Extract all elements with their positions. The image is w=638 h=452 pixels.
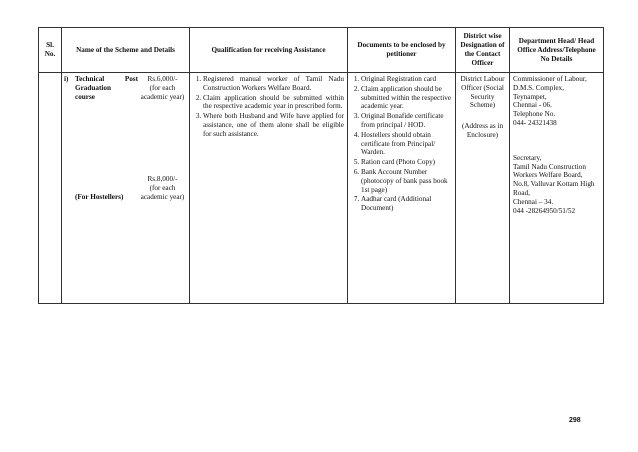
dept-line: 044 -28264950/51/52 [513, 206, 576, 215]
district-officer-designation: District Labour Officer (Social Security Scheme) [460, 75, 505, 110]
cell-documents [348, 73, 456, 304]
document-item: 7. Aadhar card (Additional Document) [361, 195, 452, 213]
qualification-item: 3. Where both Husband and Wife have applied for assistance, one of them alone shall be eligible for such assistance. [203, 112, 344, 138]
table-header-row [39, 28, 604, 73]
header-sl-no: Sl. No. [39, 28, 62, 73]
qualification-item: 2. Claim application should be submitted within the respective academic year in prescribed form. [203, 94, 344, 112]
dept-line: Chennai – 34. [513, 197, 554, 206]
document-item: 3. Original Bonafide certificate from principal / HOD. [361, 112, 452, 130]
dept-line: No.8, Valluvar Kottam High Road, [513, 180, 595, 197]
page-number: 298 [569, 417, 581, 424]
scheme-prefix: i) [64, 75, 69, 83]
dept-line: Teynampet, [513, 92, 547, 101]
amount-hosteller-note-2: academic year) [140, 192, 185, 201]
scheme-hostellers-label: (For Hostellers) [75, 193, 124, 202]
document-item: 4. Hostellers should obtain certificate from Principal/ Warden. [361, 131, 452, 157]
document-item: 1. Original Registration card [361, 75, 452, 84]
header-department: Department Head/ Head Office Address/Telephone No Details [510, 28, 604, 73]
table-row [39, 73, 604, 304]
scheme-name-word-1: Technical [75, 75, 105, 83]
document-item: 5. Ration card (Photo Copy) [361, 158, 452, 167]
district-officer-address-note: (Address as in Enclosure) [461, 122, 504, 139]
amount-hosteller: Rs.8,000/- [147, 175, 178, 184]
dept-line: Secretary, [513, 153, 542, 162]
document-item: 6. Bank Account Number (photocopy of bank pass book 1st page) [361, 168, 452, 194]
welfare-board-office [513, 154, 600, 216]
header-documents: Documents to be enclosed by petitioner [348, 28, 456, 73]
dept-line: Commissioner of Labour, [513, 75, 587, 83]
header-qualification: Qualification for receiving Assistance [190, 28, 348, 73]
dept-line: Chennai - 06. [513, 101, 552, 110]
header-scheme-name: Name of the Scheme and Details [62, 28, 190, 73]
qualification-item: 1. Registered manual worker of Tamil Nadu Construction Workers Welfare Board. [203, 75, 344, 93]
scheme-name-line-3: course [75, 92, 95, 101]
qualification-list [193, 75, 344, 139]
scheme-name-line-2: Graduation [75, 83, 111, 92]
dept-line: Tamil Nadu Construction Workers Welfare Board, [513, 162, 586, 180]
department-head-office [513, 75, 600, 128]
dept-line: 044- 24321438 [513, 118, 557, 127]
amount-day-scholar-note-2: academic year) [140, 92, 185, 101]
cell-scheme-name [62, 73, 190, 304]
amount-day-scholar-note-1: (for each [149, 83, 176, 92]
documents-list [351, 75, 452, 213]
cell-department [510, 73, 604, 304]
dept-line: Telephone No. [513, 110, 556, 119]
cell-qualification [190, 73, 348, 304]
header-district-officer: District wise Designation of the Contact Officer [456, 28, 510, 73]
scheme-name-word-2: Post [124, 75, 138, 83]
cell-district-officer [456, 73, 510, 304]
amount-hosteller-note-1: (for each [149, 184, 176, 193]
scheme-table [38, 27, 604, 304]
document-item: 2. Claim application should be submitted within the respective academic year. [361, 85, 452, 111]
cell-sl-no [39, 73, 62, 304]
amount-day-scholar: Rs.6,000/- [147, 75, 178, 83]
dept-line: D.M.S. Complex, [513, 83, 564, 92]
